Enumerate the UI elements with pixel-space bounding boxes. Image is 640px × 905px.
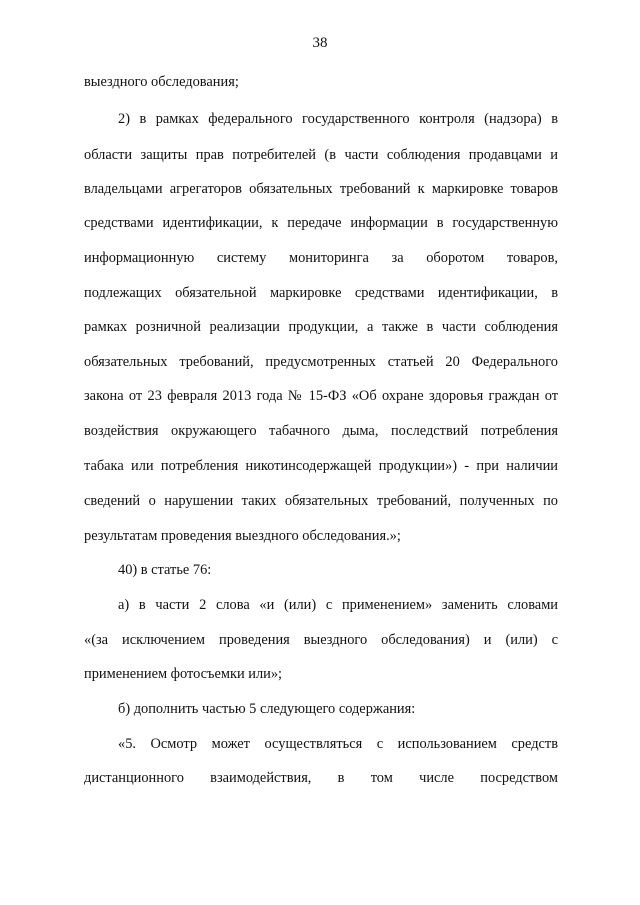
page-number: 38 xyxy=(312,35,328,51)
text-line-1: выездного обследования; xyxy=(84,74,239,90)
text-line-5: средствами идентификации, к передаче информации в государственную xyxy=(84,215,558,231)
text-line-13: сведений о нарушении таких обязательных требований, полученных по xyxy=(84,493,558,509)
text-line-20: «5. Осмотр может осуществляться с использованием средств xyxy=(118,736,558,752)
text-line-11: воздействия окружающего табачного дыма, последствий потребления xyxy=(84,423,558,439)
text-line-10: закона от 23 февраля 2013 года № 15-ФЗ «Об охране здоровья граждан от xyxy=(84,388,558,404)
text-line-6: информационную систему мониторинга за оборотом товаров, xyxy=(84,250,558,266)
text-line-21: дистанционного взаимодействия, в том числе посредством xyxy=(84,770,558,786)
text-line-19: б) дополнить частью 5 следующего содержания: xyxy=(118,701,416,717)
text-line-14: результатам проведения выездного обследования.»; xyxy=(84,528,401,544)
text-line-18: применением фотосъемки или»; xyxy=(84,666,283,682)
text-line-17: «(за исключением проведения выездного обследования) и (или) с xyxy=(84,632,558,648)
text-line-12: табака или потребления никотинсодержащей продукции») - при наличии xyxy=(84,458,558,474)
text-line-7: подлежащих обязательной маркировке средствами идентификации, в xyxy=(84,285,558,301)
text-line-9: обязательных требований, предусмотренных статьей 20 Федерального xyxy=(84,354,558,370)
text-line-4: владельцами агрегаторов обязательных требований к маркировке товаров xyxy=(84,181,558,197)
text-line-8: рамках розничной реализации продукции, а также в части соблюдения xyxy=(84,319,558,335)
text-line-3: области защиты прав потребителей (в части соблюдения продавцами и xyxy=(84,147,558,163)
text-line-15: 40) в статье 76: xyxy=(118,562,212,578)
text-line-2: 2) в рамках федерального государственного контроля (надзора) в xyxy=(118,111,558,127)
text-line-16: а) в части 2 слова «и (или) с применением» заменить словами xyxy=(118,597,558,613)
